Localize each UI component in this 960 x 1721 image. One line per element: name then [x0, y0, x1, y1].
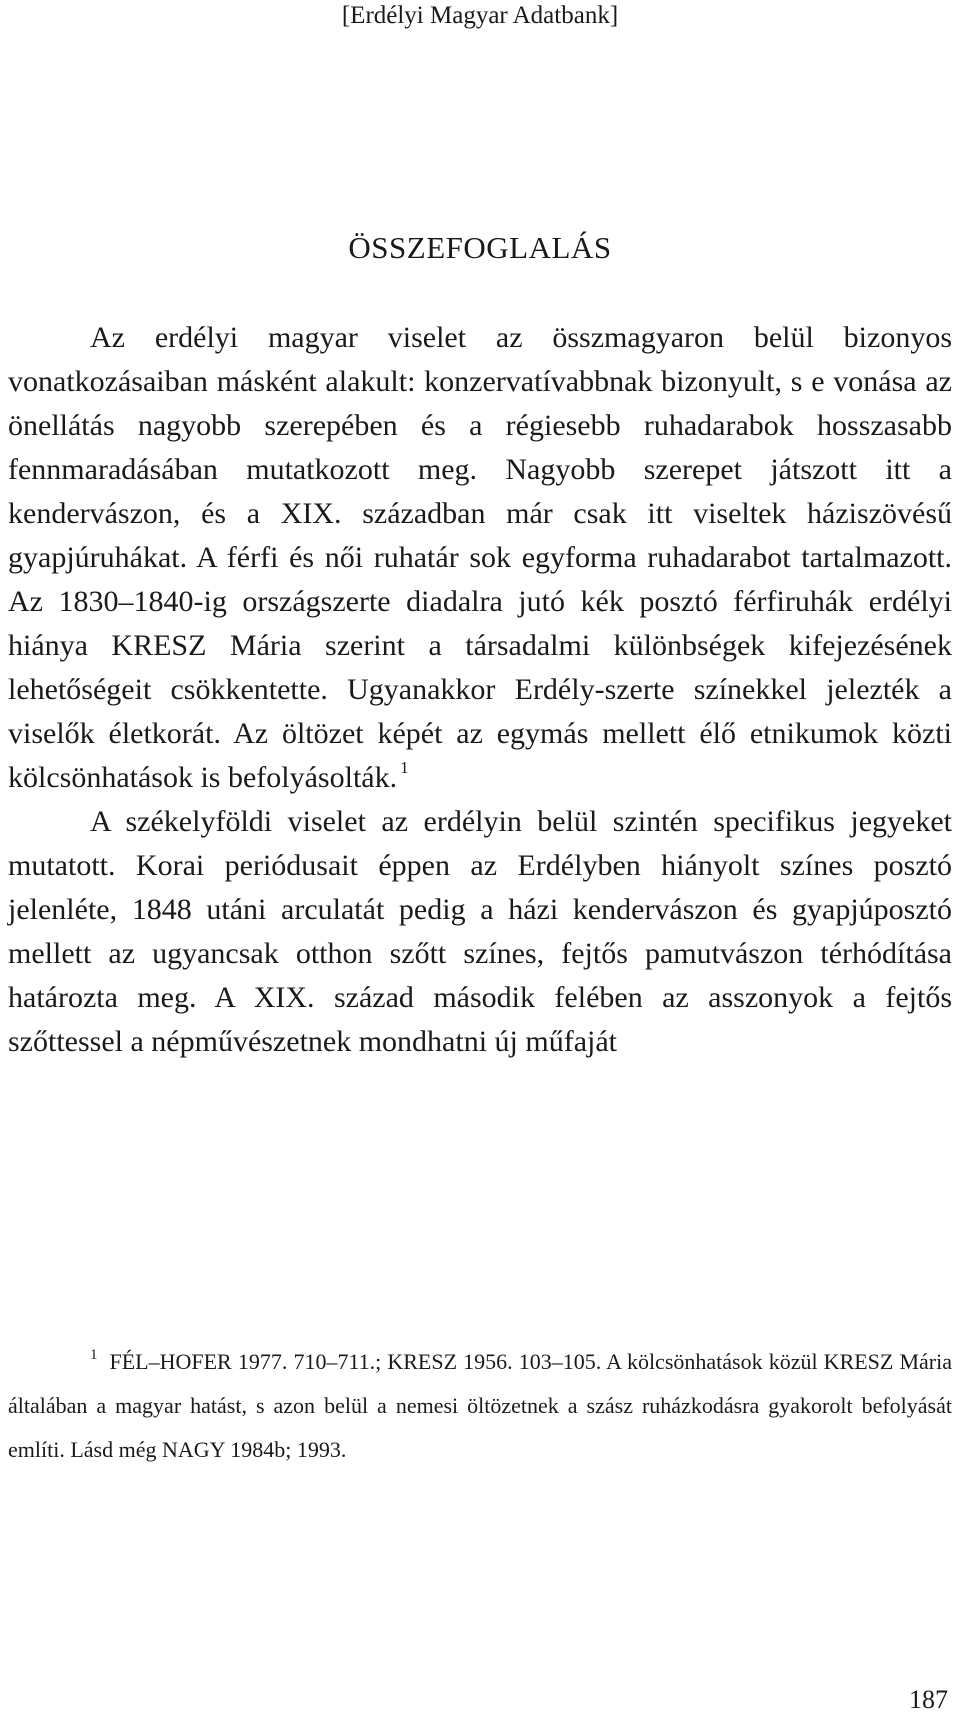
main-body — [8, 316, 952, 1064]
paragraph-2: A székelyföldi viselet az erdélyin belül szintén specifikus jegyeket mutatott. Korai periódusait éppen az Erdélyben hiányolt színes posztó jelenléte, 1848 utáni arculatát pedig a házi kendervászon és gyapjúposztó mellett az ugyancsak otthon szőtt színes, fejtős pamutvászon térhódítása határozta meg. A XIX. század második felében az asszonyok a fejtős szőttessel a népművészetnek mondhatni új műfaját — [8, 805, 952, 1058]
footnote-reference: 1 — [400, 758, 409, 777]
page-title: ÖSSZEFOGLALÁS — [348, 230, 612, 265]
paragraph-1 — [8, 316, 952, 800]
paragraph-1-text: Az erdélyi magyar viselet az összmagyaron belül bizonyos vonatkozásaiban másként alakult: konzervatívabbnak bizonyult, s e vonása az önellátás nagyobb szerepében és a régiesebb ruhadarabok hosszasabb fennmaradásában mutatkozott meg. Nagyobb szerepet játszott itt a kendervászon, és a XIX. században már csak itt viseltek háziszövésű gyapjúruhákat. A férfi és női ruhatár sok egyforma ruhadarabot tartalmazott. Az 1830–1840-ig országszerte diadalra jutó kék posztó férfiruhák erdélyi hiánya KRESZ Mária szerint a társadalmi különbségek kifejezésének lehetőségeit csökkentette. Ugyanakkor Erdély-szerte színekkel jelezték a viselők életkorát. Az öltözet képét az egymás mellett élő etnikumok közti kölcsönhatások is befolyásolták. — [8, 321, 952, 794]
page-number: 187 — [909, 1685, 948, 1714]
running-header: [Erdélyi Magyar Adatbank] — [341, 2, 619, 29]
footnote-text: FÉL–HOFER 1977. 710–711.; KRESZ 1956. 103–105. A kölcsönhatások közül KRESZ Mária általában a magyar hatást, s azon belül a nemesi öltözetnek a szász ruházkodásra gyakorolt befolyását említi. Lásd még NAGY 1984b; 1993. — [8, 1349, 952, 1462]
footnote — [8, 1340, 952, 1472]
footnote-marker: 1 — [90, 1347, 98, 1363]
footnote-paragraph — [8, 1340, 952, 1472]
